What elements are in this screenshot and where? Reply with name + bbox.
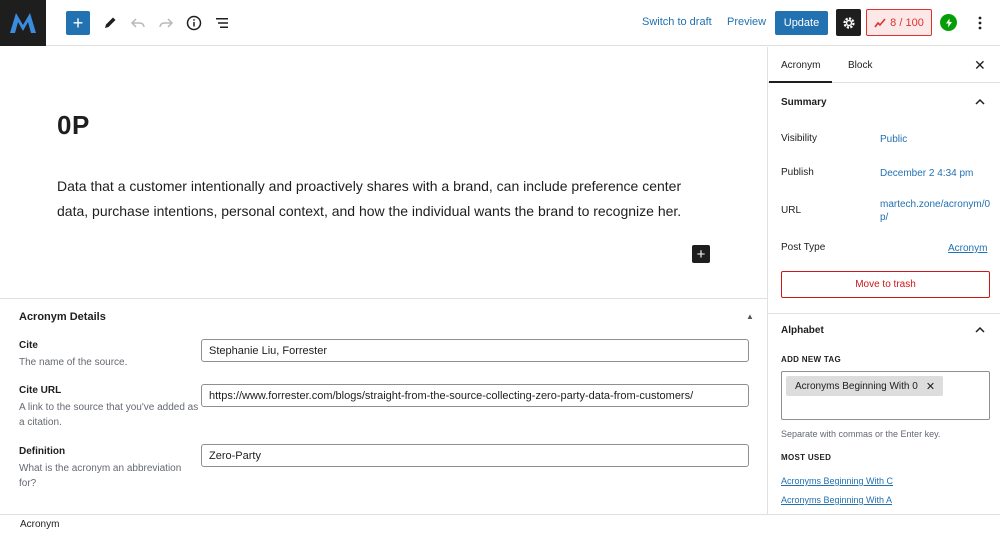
most-used-label: MOST USED [781,453,832,462]
publish-label: Publish [781,167,814,178]
tag-chip-label: Acronyms Beginning With 0 [795,380,918,392]
list-view-button[interactable] [210,11,234,35]
chevron-up-icon[interactable] [974,97,986,107]
more-vertical-icon [978,16,982,30]
acronym-details-metabox [0,298,767,514]
most-used-tag-link[interactable]: Acronyms Beginning With C [781,476,894,486]
most-used-tag-link[interactable]: Acronyms Beginning With A [781,495,893,505]
visibility-value[interactable]: Public [880,134,908,145]
bolt-icon [944,18,954,28]
definition-help: What is the acronym an abbreviation for? [19,463,182,489]
editor-toolbar [0,0,1000,46]
cite-url-label: Cite URL [19,385,62,396]
editor-footer [0,514,1000,533]
url-label: URL [781,205,802,216]
inline-add-block-button[interactable] [692,245,710,263]
summary-panel-title[interactable]: Summary [781,97,827,108]
preview-button[interactable]: Preview [727,16,767,28]
settings-button[interactable] [836,9,861,36]
info-icon [186,15,202,31]
breadcrumb[interactable]: Acronym [20,519,60,530]
tools-button[interactable] [98,11,122,35]
cite-url-help: A link to the source that you've added as a citation. [19,402,199,428]
seo-score-button[interactable] [866,9,932,36]
definition-label: Definition [19,446,66,457]
update-button[interactable]: Update [775,11,828,35]
url-value[interactable]: martech.zone/acronym/0p/ [880,199,991,223]
gear-icon [842,16,856,30]
alphabet-panel-title[interactable]: Alphabet [781,325,824,336]
definition-input[interactable]: Zero-Party [201,444,749,467]
details-button[interactable] [182,11,206,35]
tag-input[interactable] [781,371,990,420]
post-type-value[interactable]: Acronym [948,243,988,254]
move-to-trash-button[interactable]: Move to trash [781,271,990,298]
paragraph-block[interactable]: Data that a customer intentionally and proactively shares with a brand, can include preference center data, purchase intentions, personal context, and how the individual wants the brand to recognize her. [57,178,682,219]
plus-icon: + [696,245,706,263]
undo-button[interactable] [126,11,150,35]
close-icon[interactable]: ✕ [974,57,986,73]
tag-chip [786,376,943,396]
add-block-button[interactable] [66,11,90,35]
site-logo-icon [8,11,38,35]
tag-hint: Separate with commas or the Enter key. [781,429,941,439]
pencil-icon [102,15,118,31]
post-type-label: Post Type [781,242,826,253]
tab-block[interactable]: Block [848,60,873,71]
plus-icon: + [72,13,84,33]
options-button[interactable] [970,13,990,33]
sidebar-tabs [768,47,1000,83]
panel-divider [768,313,1000,314]
undo-icon [130,15,146,31]
post-title[interactable]: 0P [57,110,90,140]
visibility-label: Visibility [781,133,817,144]
redo-button[interactable] [154,11,178,35]
cite-label: Cite [19,340,38,351]
metabox-title[interactable]: Acronym Details [19,311,106,323]
redo-icon [158,15,174,31]
publish-date-value[interactable]: December 2 4:34 pm [880,168,974,179]
jetpack-button[interactable] [940,14,957,31]
settings-sidebar [767,47,1000,514]
collapse-triangle-icon[interactable]: ▲ [746,312,754,321]
site-logo[interactable] [0,0,46,46]
cite-input[interactable]: Stephanie Liu, Forrester [201,339,749,362]
cite-url-input[interactable]: https://www.forrester.com/blogs/straight-from-the-source-collecting-zero-party-data-from-customers/ [201,384,749,407]
seo-score-value: 8 / 100 [890,16,924,29]
list-view-icon [214,15,230,31]
remove-tag-icon[interactable]: ✕ [925,380,936,393]
trend-icon [874,18,886,28]
chevron-up-icon[interactable] [974,325,986,335]
switch-to-draft-button[interactable]: Switch to draft [642,16,712,28]
cite-help: The name of the source. [19,357,128,368]
tab-acronym[interactable]: Acronym [781,60,821,71]
editor-canvas [0,47,767,298]
add-new-tag-label: ADD NEW TAG [781,355,842,364]
